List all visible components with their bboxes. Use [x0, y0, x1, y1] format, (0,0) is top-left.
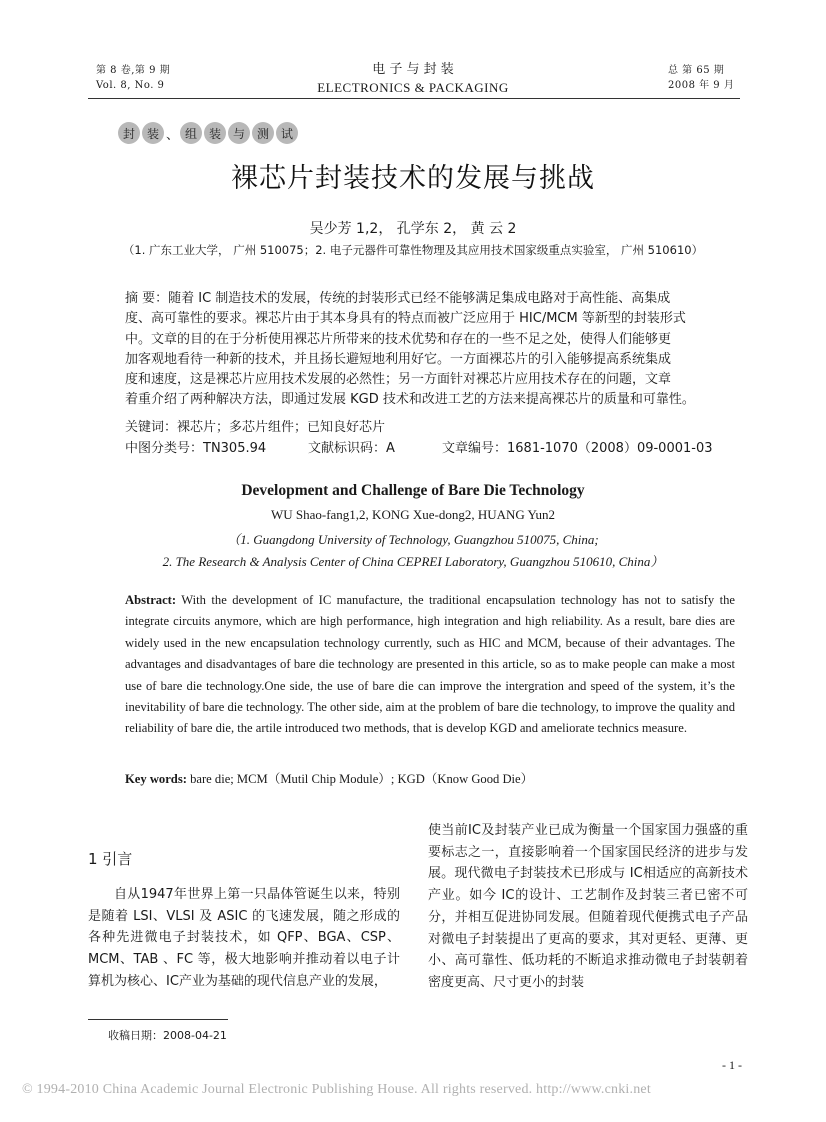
abstract-zh-line: 度和速度，这是裸芯片应用技术发展的必然性；另一方面针对裸芯片应用技术存在的问题，文章: [125, 372, 672, 388]
section-tag: [118, 122, 298, 144]
journal-title-zh: 电 子 与 封 装: [372, 62, 454, 77]
abstract-zh: [125, 289, 737, 411]
intro-right-column: 使当前IC及封装产业已成为衡量一个国家国力强盛的重要标志之一，直接影响着一个国家国民经济的进步与发展。现代微电子封装技术已形成与 IC相适应的高新技术产业。如今 IC的设计、工艺制作及封装三者已密不可分，并相互促进协同发展。但随着现代便携式电子产品对微电子封装提出了更高的要求，其对更轻、更薄、更小、高可靠性、低功耗的不断追求推动微电子封装朝着密度更高、尺寸更小的封装: [428, 823, 748, 990]
page-number: - 1 -: [722, 1058, 742, 1072]
volume-zh: 第 8 卷,第 9 期: [96, 65, 171, 76]
issue-total: 总 第 65 期: [668, 65, 725, 76]
abstract-zh-line: 摘 要：随着 IC 制造技术的发展，传统的封装形式已经不能够满足集成电路对于高性能、高集成: [125, 291, 671, 306]
footnote-rule: [88, 1019, 228, 1020]
abstract-zh-line: 中。文章的目的在于分析使用裸芯片所带来的技术优势和存在的一些不足之处，使得人们能够更: [125, 331, 672, 347]
abstract-zh-line: 度、高可靠性的要求。裸芯片由于其本身具有的特点而被广泛应用于 HIC/MCM 等新型的封装形式: [125, 311, 686, 327]
abstract-en-text: With the development of IC manufacture, the traditional encapsulation technology has not to satisfy the integrate circuits anymore, which are high performance, high integration and high reliability. As a result, bare dies are widely used in the new encapsulation technology currently, such as HIC and MCM, because of their advantages. The advantages and disadvantages of bare die technology are presented in this article, so as to make people can make a most use of bare die technology.One side, the use of bare die can improve the intergration and speed of the system, it’s the inevitability of bare die technology. The other side, aim at the problem of bare die technology, to improve the quality and reliability of bare die, the artile introduced two methods, that is develop KGD and ameliorate technics measure.: [125, 593, 736, 736]
affiliation-en-2: 2. The Research & Analysis Center of China CEPREI Laboratory, Guangzhou 510610, China）: [162, 554, 664, 569]
tag-char: 组: [180, 122, 202, 144]
received-date: 收稿日期：2008-04-21: [108, 1029, 227, 1042]
keywords-en: [125, 768, 533, 787]
affiliation: （1. 广东工业大学， 广州 510075；2. 电子元器件可靠性物理及其应用技术国家级重点实验室， 广州 510610）: [122, 243, 704, 257]
keywords-en-label: Key words:: [125, 772, 187, 786]
paper-title-en: Development and Challenge of Bare Die Technology: [241, 482, 585, 499]
tag-char: 装: [142, 122, 164, 144]
abstract-zh-line: 着重介绍了两种解决方法，即通过发展 KGD 技术和改进工艺的方法来提高裸芯片的质量和可靠性。: [125, 392, 695, 408]
tag-separator: 、: [166, 127, 180, 143]
abstract-en-label: Abstract:: [125, 593, 177, 607]
journal-title-en: ELECTRONICS & PACKAGING: [317, 80, 509, 95]
tag-char: 装: [204, 122, 226, 144]
issue-date: 2008 年 9 月: [668, 80, 735, 91]
tag-char: 试: [276, 122, 298, 144]
tag-char: 测: [252, 122, 274, 144]
keywords-en-text: bare die; MCM（Mutil Chip Module）; KGD（Know Good Die）: [190, 772, 534, 786]
paper-title: 裸芯片封装技术的发展与挑战: [231, 163, 595, 194]
tag-char: 封: [118, 122, 140, 144]
authors: 吴少芳 1,2， 孔学东 2， 黄 云 2: [309, 221, 517, 237]
document-code: 文献标识码：A: [308, 441, 395, 456]
copyright-watermark: © 1994-2010 China Academic Journal Electronic Publishing House. All rights reserved. http://www.cnki.net: [22, 1082, 651, 1097]
clc-number: 中图分类号：TN305.94: [125, 441, 267, 456]
article-number: 文章编号：1681-1070（2008）09-0001-03: [442, 441, 713, 456]
abstract-zh-line: 加客观地看待一种新的技术，并且扬长避短地利用好它。一方面裸芯片的引入能够提高系统集成: [125, 351, 672, 367]
header-rule: [88, 98, 740, 99]
intro-left-column: 自从1947年世界上第一只晶体管诞生以来，特别是随着 LSI、VLSI 及 ASIC 的飞速发展，随之形成的各种先进微电子封装技术，如 QFP、BGA、CSP、MCM、TAB 、FC 等，极大地影响并推动着以电子计算机为核心、IC产业为基础的现代信息产业的发展，: [88, 887, 400, 989]
authors-en: WU Shao-fang1,2, KONG Xue-dong2, HUANG Yun2: [270, 507, 556, 522]
affiliation-en-1: （1. Guangdong University of Technology, Guangzhou 510075, China;: [227, 532, 599, 547]
volume-en: Vol. 8, No. 9: [96, 80, 165, 91]
tag-char: 与: [228, 122, 250, 144]
section-heading: 1 引言: [88, 850, 133, 868]
keywords-zh: 关键词：裸芯片；多芯片组件；已知良好芯片: [125, 420, 386, 435]
abstract-en: [125, 590, 735, 740]
